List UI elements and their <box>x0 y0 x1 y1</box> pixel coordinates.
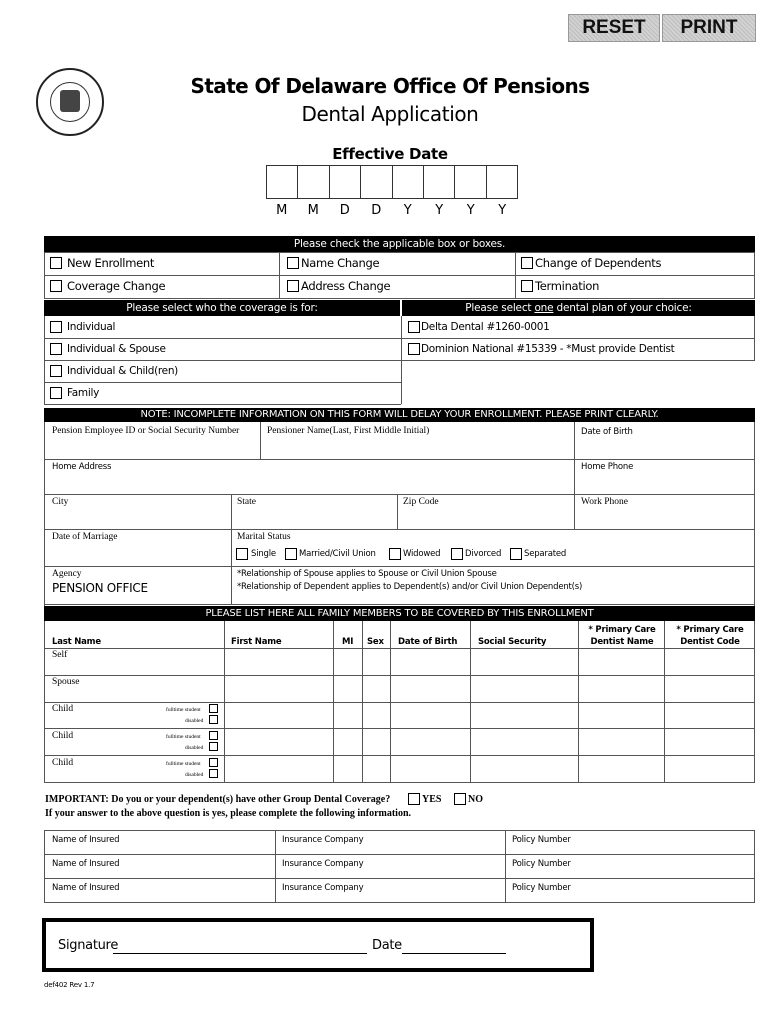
pensioner-name-label: Pensioner Name(Last, First Middle Initial) <box>267 426 430 436</box>
family-label: Family <box>67 387 99 399</box>
termination-checkbox[interactable] <box>521 280 533 292</box>
name-of-insured-label: Name of Insured <box>52 859 120 869</box>
individual-spouse-label: Individual & Spouse <box>67 343 166 355</box>
date-digit-box[interactable] <box>330 166 361 198</box>
date-digit-box[interactable] <box>424 166 455 198</box>
yes-label: YES <box>422 794 442 805</box>
date-letter: Y <box>403 203 412 218</box>
no-label: NO <box>468 794 483 805</box>
date-digit-box[interactable] <box>487 166 517 198</box>
signature-line[interactable] <box>113 953 367 954</box>
col-dob: Date of Birth <box>398 637 458 647</box>
agency-label: Agency <box>52 569 82 579</box>
name-of-insured-label: Name of Insured <box>52 835 120 845</box>
policy-number-label: Policy Number <box>512 835 571 845</box>
termination-label: Termination <box>535 279 600 293</box>
insurance-company-label: Insurance Company <box>282 835 364 845</box>
important-followup: If your answer to the above question is yes, please complete the following information. <box>45 808 412 819</box>
disabled-label: disabled <box>185 745 204 751</box>
important-question: IMPORTANT: Do you or your dependent(s) have other Group Dental Coverage? <box>45 794 391 805</box>
family-bar: PLEASE LIST HERE ALL FAMILY MEMBERS TO BE COVERED BY THIS ENROLLMENT <box>44 606 755 621</box>
individual-checkbox[interactable] <box>50 321 62 333</box>
date-format-letters <box>266 203 518 218</box>
relationship-note-spouse: *Relationship of Spouse applies to Spouse or Civil Union Spouse <box>237 569 497 579</box>
date-letter: Y <box>435 203 444 218</box>
married-checkbox[interactable] <box>285 548 297 560</box>
individual-label: Individual <box>67 321 116 333</box>
date-letter: D <box>339 203 350 218</box>
fulltime-student-checkbox[interactable] <box>209 758 218 767</box>
dominion-national-checkbox[interactable] <box>408 343 420 355</box>
form-title: State Of Delaware Office Of Pensions <box>190 74 590 98</box>
insurance-company-label: Insurance Company <box>282 859 364 869</box>
form-subtitle: Dental Application <box>301 102 479 126</box>
name-of-insured-label: Name of Insured <box>52 883 120 893</box>
dob-label: Date of Birth <box>581 427 633 437</box>
name-change-label: Name Change <box>301 256 380 270</box>
date-letter: M <box>307 203 319 218</box>
change-of-dependents-label: Change of Dependents <box>535 256 662 270</box>
row-child-label: Child <box>52 731 74 741</box>
state-label: State <box>237 497 256 507</box>
yes-checkbox[interactable] <box>408 793 420 805</box>
zip-label: Zip Code <box>403 497 439 507</box>
disabled-checkbox[interactable] <box>209 715 218 724</box>
date-digit-box[interactable] <box>393 166 424 198</box>
delta-dental-checkbox[interactable] <box>408 321 420 333</box>
print-button[interactable]: PRINT <box>662 14 756 42</box>
address-change-label: Address Change <box>301 279 391 293</box>
change-of-dependents-checkbox[interactable] <box>521 257 533 269</box>
date-of-marriage-label: Date of Marriage <box>52 532 118 542</box>
individual-children-checkbox[interactable] <box>50 365 62 377</box>
delta-dental-label: Delta Dental #1260-0001 <box>421 321 550 333</box>
date-label: Date <box>372 938 402 953</box>
work-phone-label: Work Phone <box>581 497 628 507</box>
fulltime-student-label: fulltime student <box>166 707 201 713</box>
date-letter: D <box>371 203 382 218</box>
col-sex: Sex <box>367 637 384 647</box>
divorced-checkbox[interactable] <box>451 548 463 560</box>
widowed-label: Widowed <box>403 549 441 559</box>
row-self-label: Self <box>52 650 68 660</box>
name-change-checkbox[interactable] <box>287 257 299 269</box>
single-checkbox[interactable] <box>236 548 248 560</box>
new-enrollment-checkbox[interactable] <box>50 257 62 269</box>
fulltime-student-checkbox[interactable] <box>209 704 218 713</box>
married-label: Married/Civil Union <box>299 549 376 559</box>
disabled-checkbox[interactable] <box>209 769 218 778</box>
agency-value: PENSION OFFICE <box>52 581 148 595</box>
relationship-note-dependent: *Relationship of Dependent applies to Dependent(s) and/or Civil Union Dependent(s) <box>237 582 583 592</box>
new-enrollment-label: New Enrollment <box>67 256 155 270</box>
row-child-label: Child <box>52 704 74 714</box>
separated-checkbox[interactable] <box>510 548 522 560</box>
coverage-who-bar: Please select who the coverage is for: <box>44 300 400 316</box>
single-label: Single <box>251 549 276 559</box>
address-change-checkbox[interactable] <box>287 280 299 292</box>
no-checkbox[interactable] <box>454 793 466 805</box>
col-last-name: Last Name <box>52 637 101 647</box>
date-line[interactable] <box>402 953 506 954</box>
marital-status-label: Marital Status <box>237 532 291 542</box>
disabled-label: disabled <box>185 772 204 778</box>
fulltime-student-label: fulltime student <box>166 734 201 740</box>
dominion-national-label: Dominion National #15339 - *Must provide Dentist <box>421 343 675 355</box>
date-letter: M <box>276 203 288 218</box>
row-spouse-label: Spouse <box>52 677 80 687</box>
reset-button[interactable]: RESET <box>568 14 660 42</box>
insurance-company-label: Insurance Company <box>282 883 364 893</box>
col-mi: MI <box>342 637 354 647</box>
col-first-name: First Name <box>231 637 282 647</box>
col-primary-care-name: * Primary Care Dentist Name <box>588 625 656 647</box>
date-digit-box[interactable] <box>267 166 298 198</box>
disabled-label: disabled <box>185 718 204 724</box>
individual-spouse-checkbox[interactable] <box>50 343 62 355</box>
home-phone-label: Home Phone <box>581 462 634 472</box>
individual-children-label: Individual & Child(ren) <box>67 365 178 377</box>
coverage-change-label: Coverage Change <box>67 279 166 293</box>
separated-label: Separated <box>524 549 567 559</box>
col-social-security: Social Security <box>478 637 547 647</box>
signature-label: Signature <box>58 938 119 953</box>
divorced-label: Divorced <box>465 549 502 559</box>
fulltime-student-label: fulltime student <box>166 761 201 767</box>
date-digit-box[interactable] <box>361 166 392 198</box>
effective-date-boxes[interactable] <box>266 165 518 199</box>
note-bar: NOTE: INCOMPLETE INFORMATION ON THIS FORM WILL DELAY YOUR ENROLLMENT. PLEASE PRINT CLEARLY. <box>44 408 755 422</box>
row-child-label: Child <box>52 758 74 768</box>
city-label: City <box>52 497 69 507</box>
family-checkbox[interactable] <box>50 387 62 399</box>
dental-plan-bar: Please select one dental plan of your choice: <box>402 300 755 316</box>
pension-id-label: Pension Employee ID or Social Security Number <box>52 426 240 436</box>
date-digit-box[interactable] <box>298 166 329 198</box>
policy-number-label: Policy Number <box>512 883 571 893</box>
fulltime-student-checkbox[interactable] <box>209 731 218 740</box>
disabled-checkbox[interactable] <box>209 742 218 751</box>
policy-number-label: Policy Number <box>512 859 571 869</box>
form-revision: def402 Rev 1.7 <box>44 981 95 989</box>
applicable-bar: Please check the applicable box or boxes. <box>44 236 755 252</box>
date-digit-box[interactable] <box>455 166 486 198</box>
date-letter: Y <box>466 203 475 218</box>
home-address-label: Home Address <box>52 462 112 472</box>
col-primary-care-code: * Primary Care Dentist Code <box>676 625 744 647</box>
date-letter: Y <box>498 203 507 218</box>
signature-box <box>42 918 594 972</box>
effective-date-label: Effective Date <box>332 145 448 163</box>
coverage-change-checkbox[interactable] <box>50 280 62 292</box>
widowed-checkbox[interactable] <box>389 548 401 560</box>
